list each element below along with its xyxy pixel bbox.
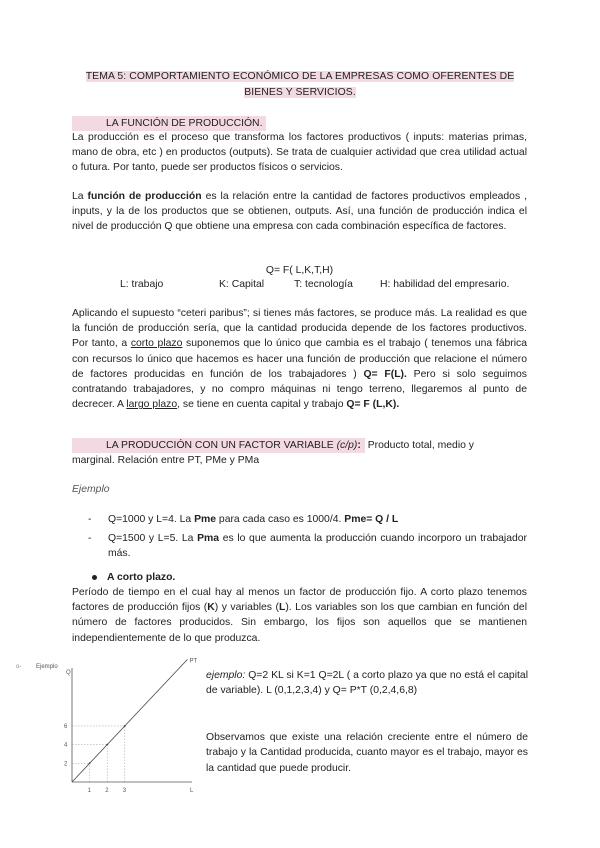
y-axis-label: Q [66, 670, 71, 676]
p3-text-b: suponemos que lo único que cambia es el trabajo ( tenemos una fábrica con recursos lo único que hacemos es hacer una función de producción que relacione el número de factores producidas en función de los trabajadores ) [72, 338, 528, 380]
chart-title: Ejemplo [36, 664, 58, 670]
p3-text-d: , se tiene en cuenta capital y trabajo [177, 399, 347, 411]
production-formula: Q= F( L,K,T,H) [265, 265, 334, 276]
title-line-2: BIENES Y SERVICIOS. [244, 87, 356, 98]
corto-plazo-term: corto plazo [130, 338, 183, 350]
s3-l: L [278, 602, 286, 614]
data-point [89, 762, 91, 764]
observation-text: Observamos que existe una relación creciente entre el número de trabajo y la Cantidad producida, cuanto mayor es el trabajo, mayor es la cantidad que puede producir. [206, 732, 528, 774]
example-list [88, 512, 527, 562]
formula-q-f-lk: Q= F (L,K). [346, 399, 400, 411]
var-h: H: habilidad del empresario. [380, 279, 510, 290]
def-text-a: La [72, 191, 88, 202]
formula-q-f-l: Q= F(L). [363, 368, 407, 380]
x-tick-label: 2 [105, 788, 109, 794]
var-k: K: Capital [219, 279, 265, 290]
sec2-heading-rest: Producto total, medio y [364, 440, 474, 451]
production-graph [14, 660, 196, 796]
p3-text-c: Pero si solo seguimos contratando trabajadores, y no compro máquinas ni tengo terreno, llegaremos al punto de decrecer. A [72, 368, 527, 411]
series-label: PT [189, 658, 198, 665]
list-item [88, 512, 527, 527]
list-item [88, 531, 527, 561]
ej-text: Q=2 KL si K=1 Q=2L ( a corto plazo ya que no está el capital de variable). L (0,1,2,3,4) y Q= P*T (0,2,4,6,8) [206, 670, 528, 697]
y-tick-label: 4 [64, 742, 68, 749]
x-tick-label: 3 [122, 788, 127, 794]
s3-text-b: ) y variables ( [214, 602, 279, 614]
definition-paragraph [72, 189, 527, 235]
s3-text-a: Período de tiempo en el cual hay al menos un factor de producción fijo. A corto plazo tenemos factores de producción fijos ( [72, 587, 527, 614]
def-term: función de producción [87, 191, 202, 202]
corto-plazo-paragraph [72, 585, 527, 646]
largo-plazo-term: largo plazo [126, 399, 178, 411]
sec2-heading-text: LA PRODUCCIÓN CON UN FACTOR VARIABLE [106, 440, 337, 451]
b1-text-b: para cada caso es 1000/4. [216, 514, 345, 525]
p3-text-a: Aplicando el supuesto “ceteri paribus”; si tienes más factores, se produce más. La realidad es que la función de producción sería, que la cantidad producida depende de los factores productivos. Por tanto, a [72, 308, 527, 350]
section-heading-funcion [72, 116, 528, 131]
section-heading-factor-variable-bar [72, 438, 365, 453]
var-l: L: trabajo [120, 279, 164, 290]
y-tick-label: 6 [64, 723, 68, 730]
x-axis-label: L [190, 788, 194, 794]
b1-text-a: Q=1000 y L=4. La [108, 514, 195, 525]
section2-heading-line2: marginal. Relación entre PT, PMe y PMa [72, 455, 260, 466]
b2-text-b: es lo que aumenta la producción cuando incorporo un trabajador más. [108, 533, 528, 560]
subheading-corto-plazo-text: A corto plazo. [107, 572, 176, 583]
legend-mark: o- [16, 664, 22, 670]
bullet-dot-icon [92, 575, 97, 580]
intro-paragraph: La producción es el proceso que transforma los factores productivos ( inputs: materias primas, mano de obra, etc ) en productos (outputs). Se trata de cualquier actividad que crea utilidad actual o futura. Por tanto, puede ser productos físicos o servicios. [72, 132, 527, 174]
def-text-b: es la relación entre la cantidad de factores productivos empleados , inputs, y la de los productos que se obtienen, outputs. Así, una función de producción indica el nivel de producción Q que obtiene una empresa con cada combinación específica de factores. [72, 191, 527, 233]
b1-formula: Pme= Q / L [344, 514, 399, 525]
s3-k: K [207, 602, 215, 614]
document-title [72, 69, 528, 101]
data-point [106, 744, 108, 746]
b1-pme: Pme [194, 514, 217, 525]
s3-text-c: ). Los variables son los que cambian en función del número de factores producidos. Sin embargo, los fijos son aquellos que se mantienen independientemente de lo que produzca. [72, 602, 528, 644]
graph-example-text [206, 668, 528, 699]
list-dash: - [88, 514, 92, 525]
y-tick-label: 2 [64, 761, 68, 768]
section-heading-factor-variable [72, 438, 528, 453]
b2-text-a: Q=1500 y L=5. La [108, 533, 198, 545]
data-point [124, 725, 126, 727]
list-dash: - [88, 533, 92, 545]
title-line-1: TEMA 5: COMPORTAMIENTO ECONÓMICO DE LA EMPRESAS COMO OFERENTES DE [85, 71, 515, 82]
sec2-heading-paren: (c/p) [336, 440, 358, 451]
sec2-heading-colon: : [357, 440, 361, 451]
subheading-corto-plazo [92, 570, 175, 585]
ejemplo-label: Ejemplo [72, 484, 110, 495]
ej-label: ejemplo: [206, 670, 246, 681]
ceteris-paribus-paragraph [72, 306, 527, 412]
section-heading-funcion-text: LA FUNCIÓN DE PRODUCCIÓN. [72, 116, 266, 131]
x-tick-label: 1 [87, 788, 91, 794]
var-t: T: tecnología [294, 279, 353, 290]
b2-pma: Pma [197, 533, 220, 545]
variables-legend [72, 278, 527, 292]
